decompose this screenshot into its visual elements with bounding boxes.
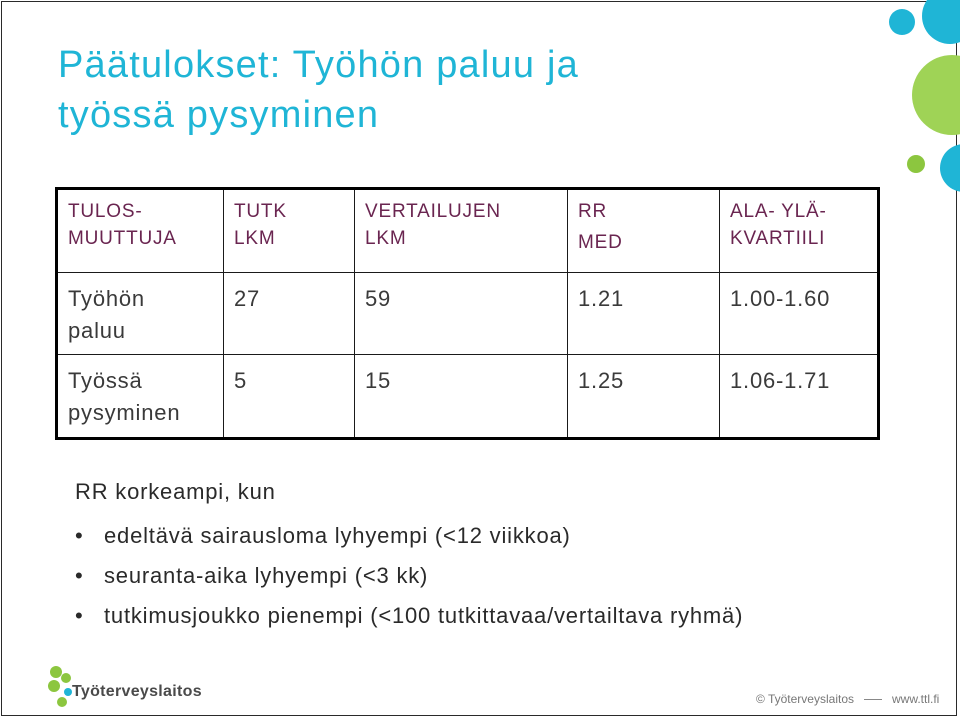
list-item: • tutkimusjoukko pienempi (<100 tutkittavaa/vertailtava ryhmä) xyxy=(75,603,744,628)
title-line-1: Päätulokset: Työhön paluu ja xyxy=(58,44,579,86)
table-row xyxy=(57,273,879,355)
cell-comparison-count: 59 xyxy=(355,273,568,355)
header-quartiles: ALA- YLÄ- KVARTIILI xyxy=(720,189,879,273)
table-row xyxy=(57,355,879,439)
deco-circle-blue xyxy=(940,144,960,192)
deco-circle-tiny xyxy=(907,155,925,173)
footer-copyright: © Työterveyslaitos xyxy=(756,692,854,706)
row-label: Työhön paluu xyxy=(57,273,224,355)
bullet-icon: • xyxy=(75,603,84,628)
results-table xyxy=(55,187,880,440)
header-study-count: TUTK LKM xyxy=(224,189,355,273)
header-rr-median: RR MED xyxy=(568,189,720,273)
cell-quartile-range: 1.00-1.60 xyxy=(720,273,879,355)
cell-rr: 1.25 xyxy=(568,355,720,439)
cell-study-count: 5 xyxy=(224,355,355,439)
page-title xyxy=(58,40,778,140)
notes-list xyxy=(75,522,925,630)
cell-study-count: 27 xyxy=(224,273,355,355)
list-item: • edeltävä sairausloma lyhyempi (<12 viikkoa) xyxy=(75,523,571,548)
header-outcome-variable: TULOS- MUUTTUJA xyxy=(57,189,224,273)
row-label: Työssä pysyminen xyxy=(57,355,224,439)
logo-text: Työterveyslaitos xyxy=(72,683,202,700)
footer xyxy=(756,692,939,706)
deco-circle-small xyxy=(889,9,915,35)
bullet-icon: • xyxy=(75,563,84,588)
footer-url[interactable]: www.ttl.fi xyxy=(892,692,940,706)
bullet-icon: • xyxy=(75,523,84,548)
notes-section xyxy=(75,478,925,642)
notes-intro: RR korkeampi, kun xyxy=(75,479,276,504)
cell-comparison-count: 15 xyxy=(355,355,568,439)
corner-circles-decoration xyxy=(840,0,960,215)
deco-circle-green xyxy=(912,55,960,135)
footer-separator xyxy=(864,699,882,700)
title-line-2: työssä pysyminen xyxy=(58,94,380,136)
table-header-row xyxy=(57,189,879,273)
cell-quartile-range: 1.06-1.71 xyxy=(720,355,879,439)
header-comparison-count: VERTAILUJEN LKM xyxy=(355,189,568,273)
deco-circle-large xyxy=(922,0,960,44)
list-item: • seuranta-aika lyhyempi (<3 kk) xyxy=(75,563,429,588)
cell-rr: 1.21 xyxy=(568,273,720,355)
